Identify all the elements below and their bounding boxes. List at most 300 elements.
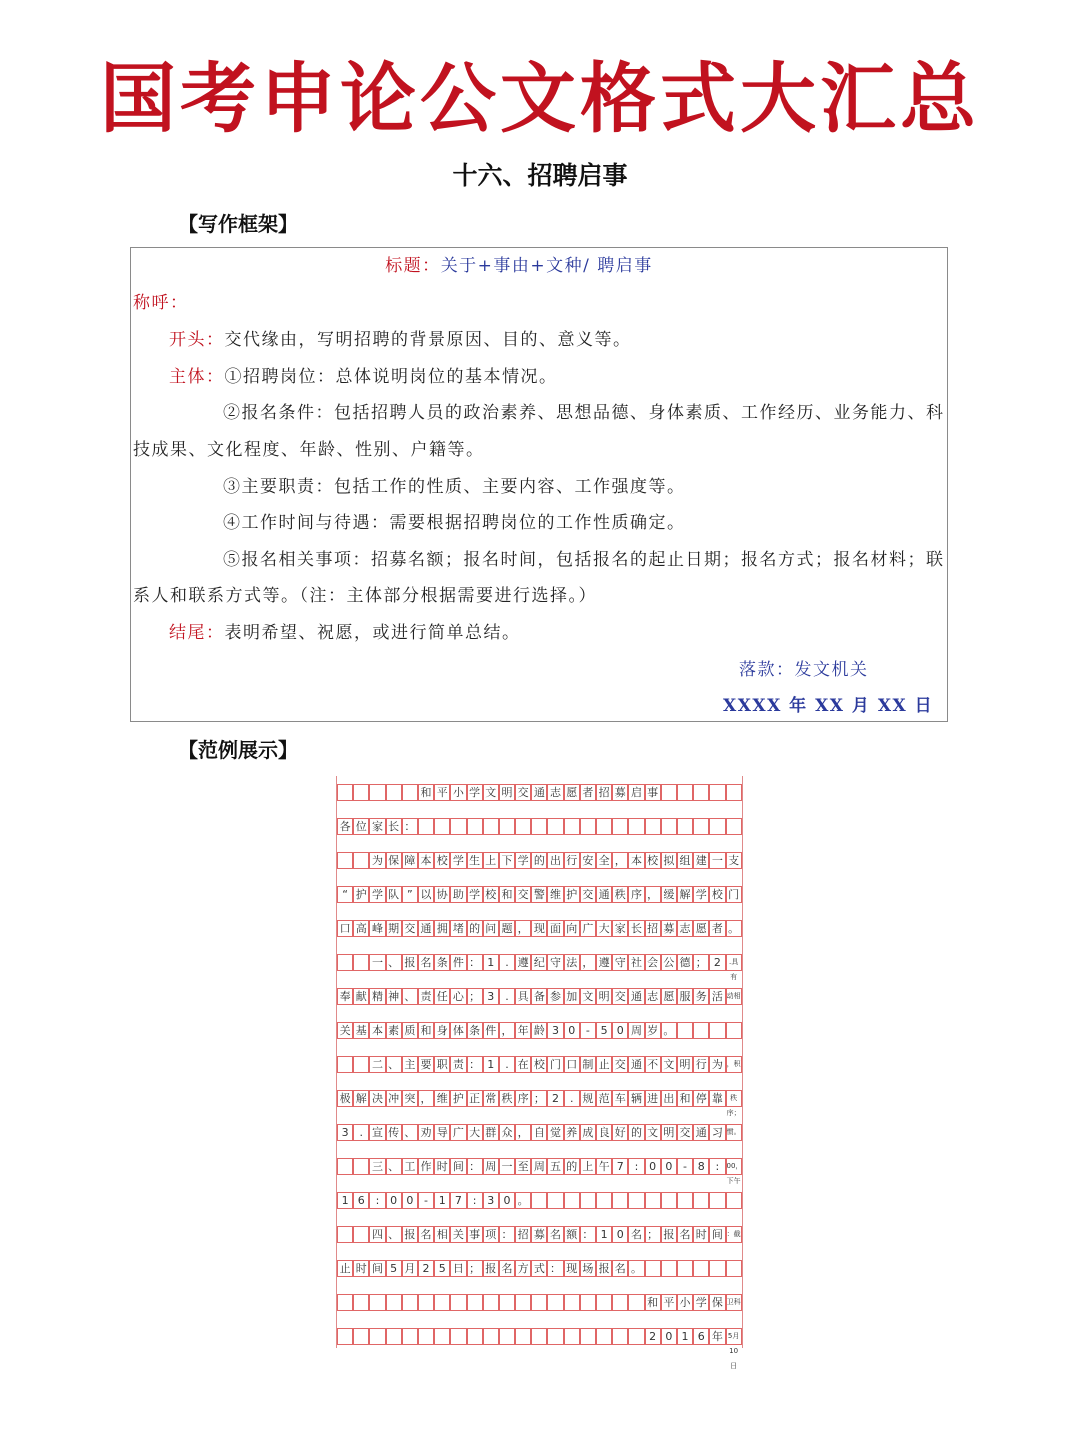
grid-cell: 文 xyxy=(580,988,596,1005)
body-item-3: ③主要职责：包括工作的性质、主要内容、工作强度等。 xyxy=(223,477,686,497)
grid-cell: 事 xyxy=(467,1226,483,1243)
grid-cell: 障 xyxy=(402,852,418,869)
grid-cell: 动相 xyxy=(726,988,742,1005)
grid-cell xyxy=(547,1294,563,1311)
grid-cell xyxy=(467,1294,483,1311)
grid-cell: 工 xyxy=(402,1158,418,1175)
grid-cell: 。 xyxy=(628,1260,644,1277)
grid-cell: 的 xyxy=(467,920,483,937)
grid-cell: 生 xyxy=(467,852,483,869)
grid-cell: 问 xyxy=(483,920,499,937)
grid-cell: 成 xyxy=(580,1124,596,1141)
grid-cell: 劝 xyxy=(418,1124,434,1141)
grid-cell: 7 xyxy=(612,1158,628,1175)
grid-cell: 通 xyxy=(596,886,612,903)
grid-cell: 卫科 xyxy=(726,1294,742,1311)
grid-cell: 拥 xyxy=(434,920,450,937)
grid-cell: 责 xyxy=(418,988,434,1005)
grid-cell: 四 xyxy=(369,1226,385,1243)
grid-cell: 养 xyxy=(564,1124,580,1141)
grid-cell: 群 xyxy=(483,1124,499,1141)
grid-cell: 募 xyxy=(531,1226,547,1243)
grid-cell: 事 xyxy=(645,784,661,801)
grid-cell xyxy=(564,1294,580,1311)
grid-cell: 平 xyxy=(434,784,450,801)
grid-cell xyxy=(661,1192,677,1209)
grid-cell: 责 xyxy=(450,1056,466,1073)
grid-cell: ， xyxy=(515,1124,531,1141)
grid-cell: 德 xyxy=(677,954,693,971)
grid-cell xyxy=(402,1294,418,1311)
grid-cell: 的 xyxy=(628,1124,644,1141)
grid-cell: 广 xyxy=(450,1124,466,1141)
grid-cell: 报 xyxy=(596,1260,612,1277)
grid-cell: ， xyxy=(612,852,628,869)
grid-cell xyxy=(547,1192,563,1209)
example-manuscript-grid xyxy=(336,776,743,1370)
grid-cell xyxy=(596,818,612,835)
grid-cell: 解 xyxy=(353,1090,369,1107)
grid-cell xyxy=(726,784,742,801)
grid-cell xyxy=(580,1328,596,1345)
grid-cell: ， xyxy=(418,1090,434,1107)
grid-cell xyxy=(531,818,547,835)
section-title: 十六、招聘启事 xyxy=(452,161,628,190)
grid-cell: 、 xyxy=(386,1158,402,1175)
grid-cell: 间 xyxy=(369,1260,385,1277)
grid-cell: ： xyxy=(402,818,418,835)
grid-cell xyxy=(337,1056,353,1073)
grid-cell xyxy=(645,818,661,835)
grid-cell xyxy=(515,1328,531,1345)
grid-cell: 门 xyxy=(547,1056,563,1073)
grid-cell xyxy=(369,1328,385,1345)
grid-cell: 好 xyxy=(612,1124,628,1141)
grid-cell: 献 xyxy=(353,988,369,1005)
grid-cell xyxy=(483,818,499,835)
grid-row xyxy=(337,1124,742,1141)
grid-cell xyxy=(467,818,483,835)
grid-cell xyxy=(612,1294,628,1311)
grid-cell: 校 xyxy=(531,1056,547,1073)
grid-cell xyxy=(693,1260,709,1277)
grid-cell: 队 xyxy=(386,886,402,903)
grid-cell: 件 xyxy=(483,1022,499,1039)
grid-cell: 加 xyxy=(564,988,580,1005)
grid-cell: 方 xyxy=(515,1260,531,1277)
grid-cell xyxy=(386,1294,402,1311)
grid-cell: 6 xyxy=(693,1328,709,1345)
grid-row xyxy=(337,1056,742,1073)
grid-cell xyxy=(726,1022,742,1039)
grid-cell: 时 xyxy=(353,1260,369,1277)
grid-cell: 突 xyxy=(402,1090,418,1107)
grid-cell: 身 xyxy=(434,1022,450,1039)
grid-cell xyxy=(693,818,709,835)
grid-cell: 停 xyxy=(693,1090,709,1107)
grid-cell: ， xyxy=(499,1022,515,1039)
grid-cell: 周 xyxy=(628,1022,644,1039)
grid-row xyxy=(337,1022,742,1039)
grid-cell: 明 xyxy=(661,1124,677,1141)
grid-cell: 公 xyxy=(661,954,677,971)
grid-cell: 学 xyxy=(693,886,709,903)
grid-cell: 全 xyxy=(596,852,612,869)
grid-cell: 2 xyxy=(547,1090,563,1107)
grid-cell: 护 xyxy=(564,886,580,903)
grid-cell: 条 xyxy=(434,954,450,971)
grid-cell: 名 xyxy=(418,1226,434,1243)
grid-cell xyxy=(564,1192,580,1209)
grid-cell: 二 xyxy=(369,1056,385,1073)
grid-cell: 上 xyxy=(580,1158,596,1175)
grid-cell: 1 xyxy=(677,1328,693,1345)
main-title: 国考申论公文格式大汇总 xyxy=(100,54,980,143)
title-text: 关于+事由+文种/ 聘启事 xyxy=(440,256,653,276)
grid-cell: 辆 xyxy=(628,1090,644,1107)
grid-cell xyxy=(450,1294,466,1311)
grid-cell xyxy=(596,1328,612,1345)
grid-cell: 精 xyxy=(369,988,385,1005)
grid-cell xyxy=(580,1294,596,1311)
grid-cell: 招 xyxy=(515,1226,531,1243)
grid-cell: 的 xyxy=(564,1158,580,1175)
grid-cell: : xyxy=(628,1158,644,1175)
grid-cell: 启 xyxy=(628,784,644,801)
grid-cell: 学 xyxy=(467,784,483,801)
grid-cell: 小 xyxy=(677,1294,693,1311)
grid-cell: - xyxy=(418,1192,434,1209)
grid-cell: 一 xyxy=(499,1158,515,1175)
grid-cell xyxy=(499,818,515,835)
example-label: 【范例展示】 xyxy=(178,738,298,762)
grid-row xyxy=(337,1328,742,1370)
grid-cell: 车 xyxy=(612,1090,628,1107)
grid-cell: 间 xyxy=(450,1158,466,1175)
grid-cell xyxy=(467,1328,483,1345)
grid-cell: 间 xyxy=(709,1226,725,1243)
grid-cell: 向 xyxy=(564,920,580,937)
grid-cell xyxy=(628,1328,644,1345)
grid-cell xyxy=(612,1192,628,1209)
grid-cell: - xyxy=(580,1022,596,1039)
grid-cell: 关 xyxy=(450,1226,466,1243)
grid-cell: ： xyxy=(467,1056,483,1073)
grid-cell: 0 xyxy=(499,1192,515,1209)
grid-cell xyxy=(693,1192,709,1209)
grid-cell: 质 xyxy=(402,1022,418,1039)
grid-cell xyxy=(661,1260,677,1277)
grid-cell xyxy=(693,1022,709,1039)
grid-cell: 志 xyxy=(547,784,563,801)
grid-cell: 和 xyxy=(418,784,434,801)
grid-cell: 本 xyxy=(628,852,644,869)
grid-cell: 文 xyxy=(483,784,499,801)
grid-cell: 序 xyxy=(515,1090,531,1107)
grid-cell: 要 xyxy=(418,1056,434,1073)
grid-cell: 5 xyxy=(386,1260,402,1277)
grid-row xyxy=(337,988,742,1005)
grid-row xyxy=(337,818,742,835)
grid-cell: 基 xyxy=(353,1022,369,1039)
grid-cell: 交 xyxy=(612,988,628,1005)
grid-cell xyxy=(709,1022,725,1039)
grid-cell: ； xyxy=(467,1260,483,1277)
grid-cell: ； xyxy=(693,954,709,971)
grid-cell: 3 xyxy=(483,1192,499,1209)
grid-cell: 警 xyxy=(531,886,547,903)
grid-cell xyxy=(628,818,644,835)
grid-cell: 五 xyxy=(547,1158,563,1175)
grid-cell: 招 xyxy=(645,920,661,937)
grid-cell: 5月10日 xyxy=(726,1328,742,1345)
grid-row xyxy=(337,1158,743,1185)
grid-cell: 心 xyxy=(450,988,466,1005)
grid-cell: 家 xyxy=(369,818,385,835)
grid-cell: 服 xyxy=(677,988,693,1005)
grid-cell xyxy=(628,1294,644,1311)
grid-cell: 和 xyxy=(499,886,515,903)
grid-cell: 和 xyxy=(677,1090,693,1107)
grid-cell: 口 xyxy=(564,1056,580,1073)
grid-cell: 众 xyxy=(499,1124,515,1141)
grid-cell: 1 xyxy=(483,954,499,971)
grid-cell: . xyxy=(499,1056,515,1073)
grid-cell: 遵 xyxy=(515,954,531,971)
grid-cell: 1 xyxy=(337,1192,353,1209)
grid-cell xyxy=(353,1056,369,1073)
grid-cell: 支 xyxy=(726,852,742,869)
grid-cell: 位 xyxy=(353,818,369,835)
grid-cell: 峰 xyxy=(369,920,385,937)
grid-cell: 现 xyxy=(564,1260,580,1277)
grid-cell: 至 xyxy=(515,1158,531,1175)
grid-row xyxy=(337,920,742,937)
grid-cell xyxy=(645,1192,661,1209)
grid-cell: 不 xyxy=(645,1056,661,1073)
grid-cell: : xyxy=(369,1192,385,1209)
grid-cell: 学 xyxy=(467,886,483,903)
grid-cell: 周 xyxy=(483,1158,499,1175)
grid-cell: 年 xyxy=(709,1328,725,1345)
grid-cell: 维 xyxy=(547,886,563,903)
grid-cell xyxy=(515,1294,531,1311)
grid-cell: 家 xyxy=(612,920,628,937)
grid-cell: 上 xyxy=(483,852,499,869)
grid-cell: 护 xyxy=(353,886,369,903)
grid-cell: 明 xyxy=(596,988,612,1005)
grid-cell: 午 xyxy=(596,1158,612,1175)
grid-cell: 惯。 xyxy=(726,1124,742,1141)
grid-row xyxy=(337,1226,742,1243)
grid-cell xyxy=(337,852,353,869)
grid-cell: 纪 xyxy=(531,954,547,971)
grid-cell: 具 xyxy=(515,988,531,1005)
grid-cell xyxy=(418,1294,434,1311)
grid-cell: 高 xyxy=(353,920,369,937)
grid-cell: 秩 xyxy=(499,1090,515,1107)
grid-cell: ： xyxy=(467,1158,483,1175)
grid-cell: 交 xyxy=(612,1056,628,1073)
grid-cell: 和 xyxy=(645,1294,661,1311)
grid-cell: 长 xyxy=(628,920,644,937)
grid-cell xyxy=(450,818,466,835)
grid-cell: ； xyxy=(531,1090,547,1107)
grid-cell: 作 xyxy=(418,1158,434,1175)
grid-cell: 名 xyxy=(677,1226,693,1243)
grid-cell: 正 xyxy=(467,1090,483,1107)
grid-cell: . xyxy=(499,988,515,1005)
grid-cell: 宣 xyxy=(369,1124,385,1141)
grid-cell xyxy=(612,818,628,835)
body-item-2b: 技成果、文化程度、年龄、性别、户籍等。 xyxy=(133,440,485,460)
grid-cell: 的 xyxy=(531,852,547,869)
grid-cell: 保 xyxy=(709,1294,725,1311)
grid-cell xyxy=(726,1192,742,1209)
grid-cell: 愿 xyxy=(661,988,677,1005)
grid-cell: 口 xyxy=(337,920,353,937)
grid-cell xyxy=(726,1260,742,1277)
grid-cell xyxy=(353,1294,369,1311)
grid-cell: 保 xyxy=(386,852,402,869)
grid-cell xyxy=(531,1192,547,1209)
grid-cell: 岁 xyxy=(645,1022,661,1039)
grid-cell: 条 xyxy=(467,1022,483,1039)
grid-cell: 进 xyxy=(645,1090,661,1107)
grid-cell xyxy=(709,1260,725,1277)
grid-cell xyxy=(386,1328,402,1345)
grid-cell: : xyxy=(467,1192,483,1209)
grid-cell: . xyxy=(499,954,515,971)
grid-cell xyxy=(353,1158,369,1175)
grid-cell xyxy=(353,784,369,801)
grid-cell xyxy=(337,1294,353,1311)
grid-cell: 自 xyxy=(531,1124,547,1141)
grid-cell: . xyxy=(564,1090,580,1107)
grid-cell: 0 xyxy=(564,1022,580,1039)
grid-cell xyxy=(337,1226,353,1243)
grid-row xyxy=(337,784,742,801)
grid-cell: 00，下午 xyxy=(726,1158,742,1175)
grid-cell: 范 xyxy=(596,1090,612,1107)
grid-cell: 靠 xyxy=(709,1090,725,1107)
grid-cell: 名 xyxy=(547,1226,563,1243)
grid-cell: 规 xyxy=(580,1090,596,1107)
grid-cell xyxy=(353,1226,369,1243)
grid-cell xyxy=(499,1328,515,1345)
grid-cell: 小 xyxy=(450,784,466,801)
grid-cell: 参 xyxy=(547,988,563,1005)
grid-cell: 建 xyxy=(693,852,709,869)
grid-cell: 务 xyxy=(693,988,709,1005)
grid-cell: ， xyxy=(645,886,661,903)
grid-cell: 3 xyxy=(547,1022,563,1039)
grid-cell: 协 xyxy=(434,886,450,903)
grid-cell: 0 xyxy=(645,1158,661,1175)
ending-label: 结尾： xyxy=(169,623,225,643)
grid-cell xyxy=(418,1328,434,1345)
grid-cell xyxy=(369,1294,385,1311)
grid-cell: 题 xyxy=(499,920,515,937)
grid-cell: 5 xyxy=(596,1022,612,1039)
grid-cell: 常 xyxy=(483,1090,499,1107)
grid-cell: 0 xyxy=(661,1158,677,1175)
grid-row xyxy=(337,1260,742,1277)
grid-cell: 关 xyxy=(337,1022,353,1039)
grid-cell: 报 xyxy=(483,1260,499,1277)
grid-cell: 0 xyxy=(612,1022,628,1039)
body-line-1 xyxy=(169,367,558,387)
grid-cell: 者 xyxy=(580,784,596,801)
grid-cell: 2 xyxy=(709,954,725,971)
body-label: 主体： xyxy=(169,367,225,387)
grid-cell: 秩 xyxy=(612,886,628,903)
opening-label: 开头： xyxy=(169,330,225,350)
grid-cell xyxy=(580,818,596,835)
grid-cell: 止 xyxy=(337,1260,353,1277)
grid-cell xyxy=(434,818,450,835)
grid-cell: 、 xyxy=(386,1056,402,1073)
grid-cell: 以 xyxy=(418,886,434,903)
grid-cell xyxy=(612,1328,628,1345)
grid-cell: 、 xyxy=(386,954,402,971)
grid-cell: 0 xyxy=(402,1192,418,1209)
grid-cell: 日 xyxy=(450,1260,466,1277)
grid-cell: ； xyxy=(467,988,483,1005)
grid-cell: 名 xyxy=(612,1260,628,1277)
grid-cell xyxy=(434,1328,450,1345)
grid-cell: 招 xyxy=(596,784,612,801)
body-item-4: ④工作时间与待遇：需要根据招聘岗位的工作性质确定。 xyxy=(223,513,686,533)
grid-cell: 本 xyxy=(418,852,434,869)
grid-cell: - xyxy=(677,1158,693,1175)
grid-cell: 6 xyxy=(353,1192,369,1209)
grid-cell: 3 xyxy=(483,988,499,1005)
grid-cell: 面 xyxy=(547,920,563,937)
grid-cell xyxy=(353,852,369,869)
grid-cell: 交 xyxy=(580,886,596,903)
grid-cell: 名 xyxy=(418,954,434,971)
grid-cell: 守 xyxy=(547,954,563,971)
grid-cell xyxy=(709,818,725,835)
grid-cell xyxy=(677,784,693,801)
grid-cell: ， xyxy=(580,954,596,971)
grid-cell xyxy=(450,1328,466,1345)
grid-cell: 本 xyxy=(369,1022,385,1039)
grid-cell: 志 xyxy=(645,988,661,1005)
grid-cell: 2 xyxy=(418,1260,434,1277)
grid-cell: 愿 xyxy=(693,920,709,937)
grid-cell: 0 xyxy=(612,1226,628,1243)
grid-cell: 交 xyxy=(515,784,531,801)
grid-cell: 学 xyxy=(369,886,385,903)
grid-cell: 月 xyxy=(402,1260,418,1277)
grid-cell: 周 xyxy=(531,1158,547,1175)
grid-cell: “ xyxy=(337,886,353,903)
grid-cell: 交 xyxy=(402,920,418,937)
grid-cell: 主 xyxy=(402,1056,418,1073)
grid-cell xyxy=(677,1022,693,1039)
grid-cell xyxy=(337,1158,353,1175)
grid-cell: 各 xyxy=(337,818,353,835)
grid-cell: 活 xyxy=(709,988,725,1005)
grid-cell: 通 xyxy=(418,920,434,937)
grid-cell: 2 xyxy=(645,1328,661,1345)
grid-cell: 在 xyxy=(515,1056,531,1073)
grid-cell xyxy=(596,1294,612,1311)
grid-cell xyxy=(628,1192,644,1209)
grid-cell: 件 xyxy=(450,954,466,971)
